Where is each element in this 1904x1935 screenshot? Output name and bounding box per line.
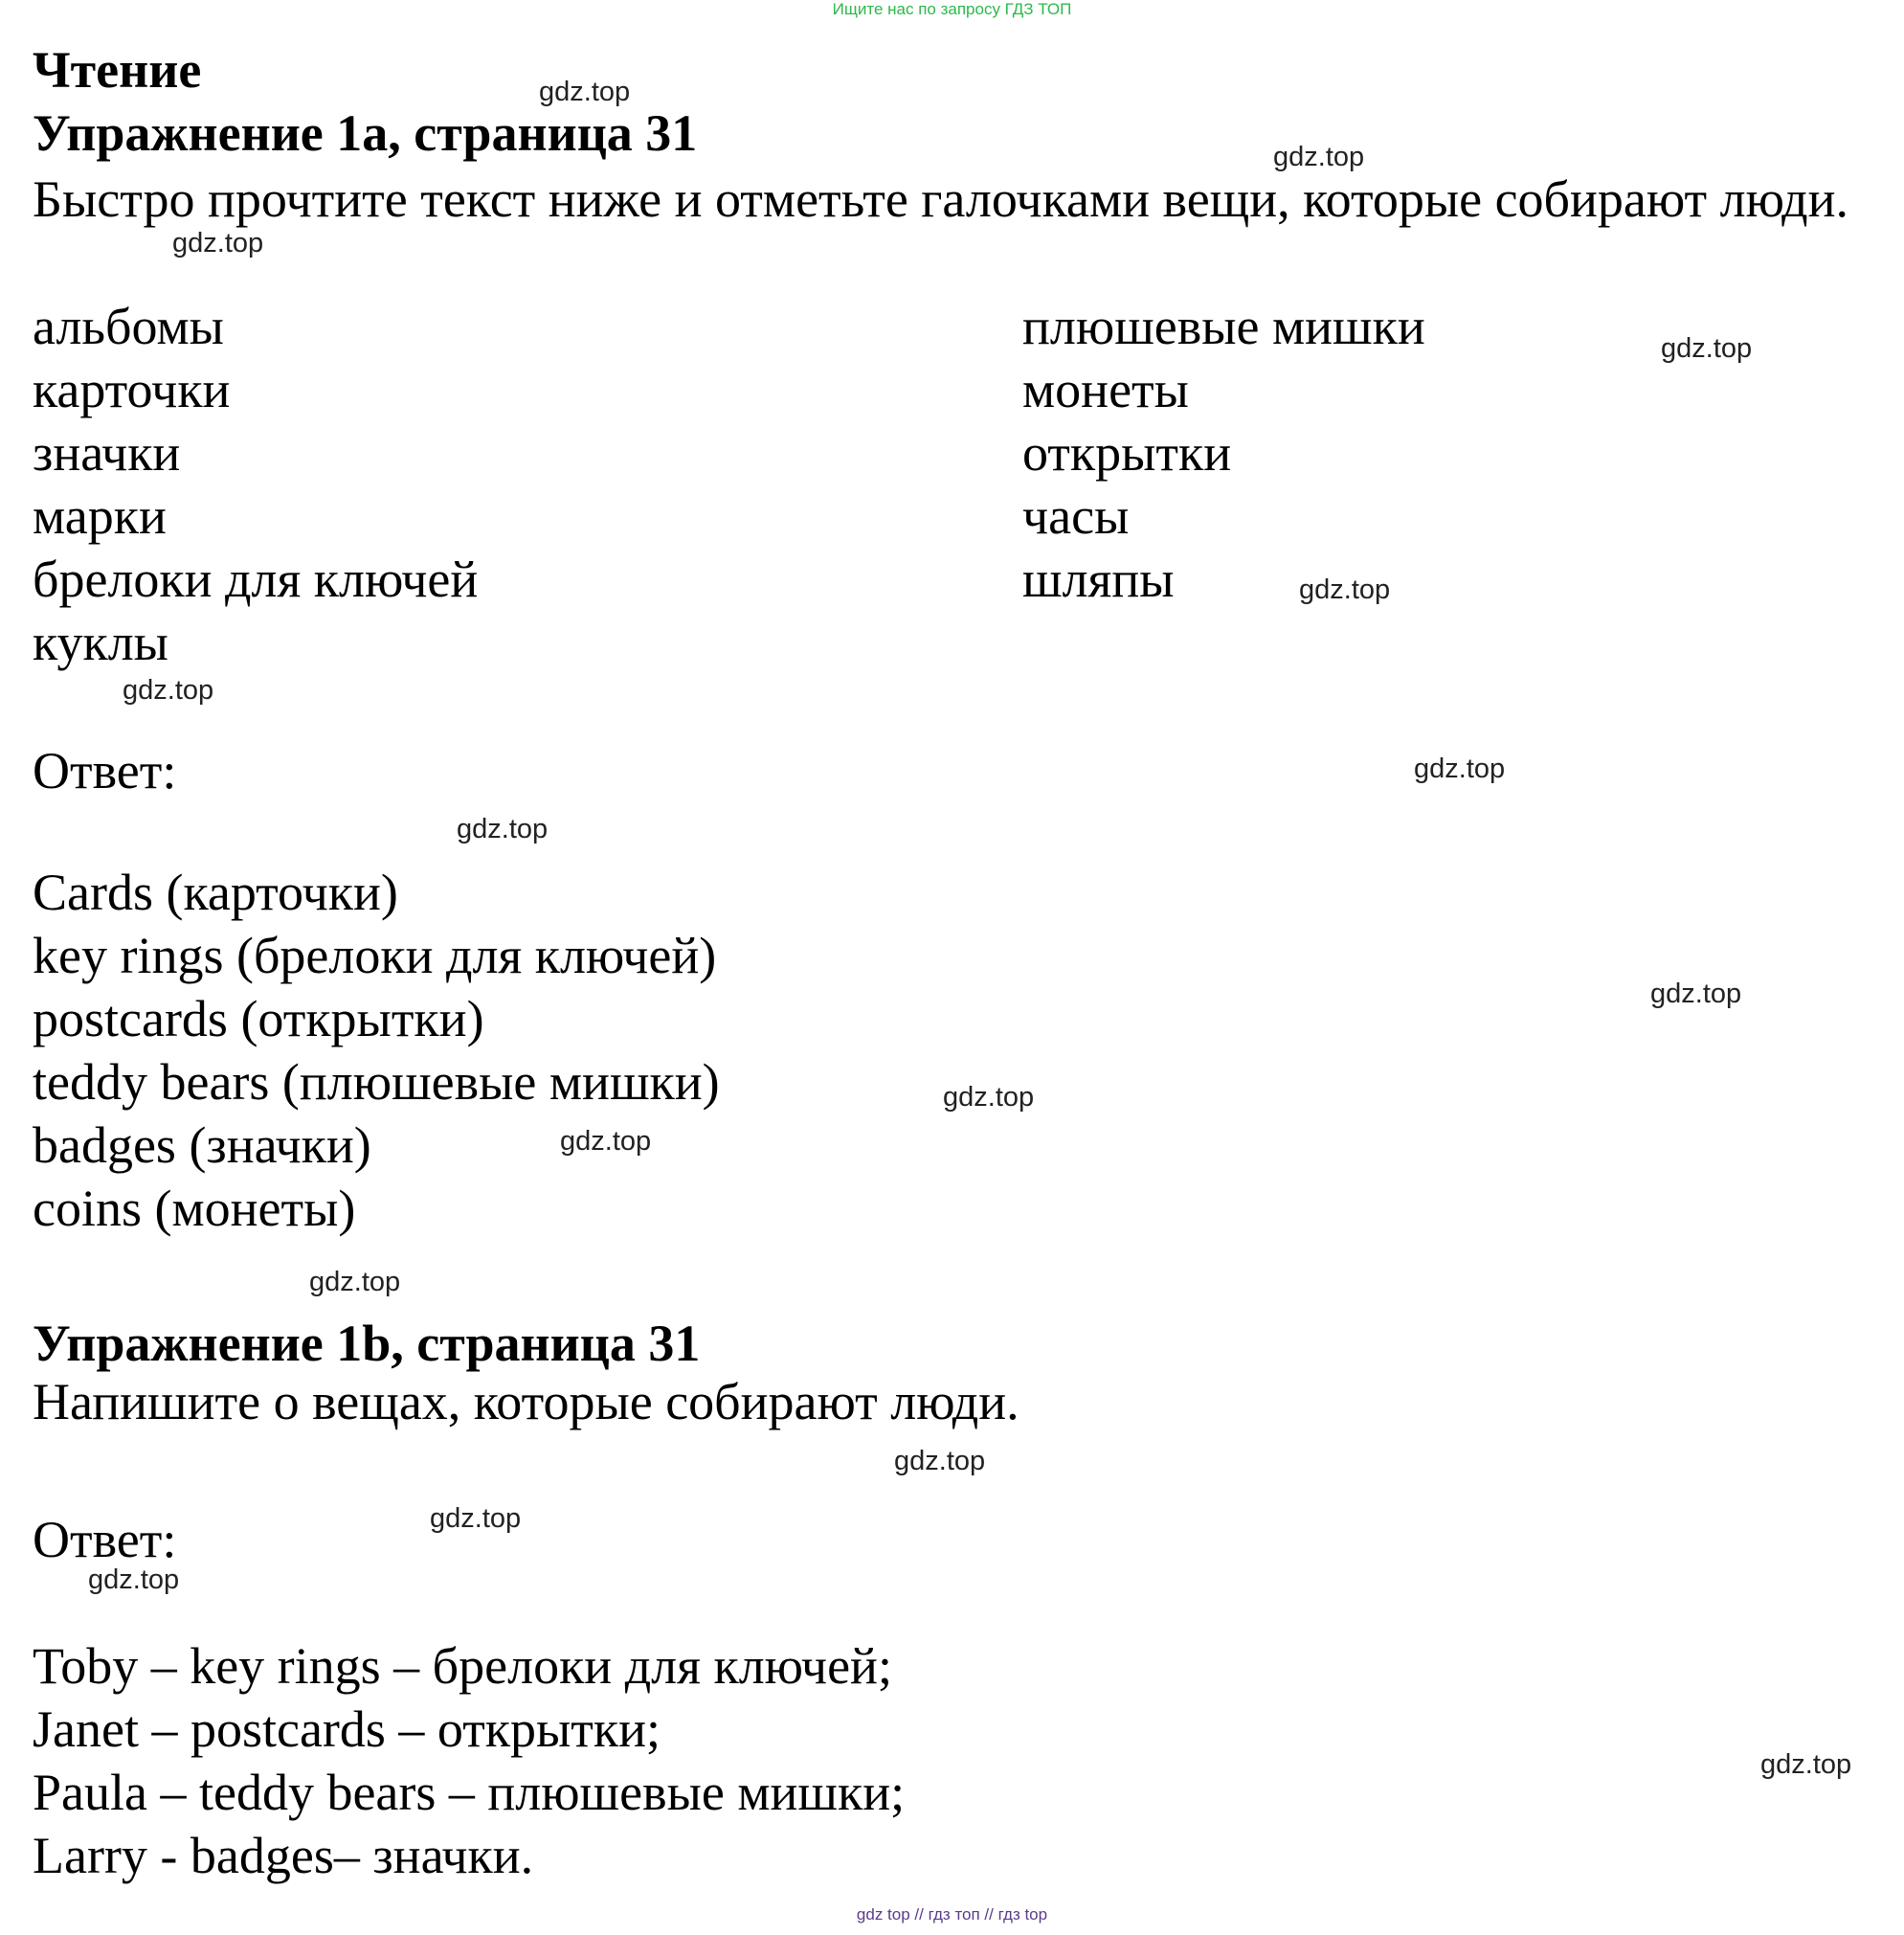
watermark: gdz.top: [539, 77, 631, 107]
exercise-1a-instruction: Быстро прочтите текст ниже и отметьте галочками вещи, которые собирают люди.: [33, 170, 1849, 228]
list-item: куклы: [33, 614, 168, 671]
answer-line: Paula – teddy bears – плюшевые мишки;: [33, 1764, 906, 1821]
list-item: брелоки для ключей: [33, 551, 479, 608]
list-item: марки: [33, 487, 167, 545]
watermark: gdz.top: [88, 1564, 180, 1595]
top-banner[interactable]: Ищите нас по запросу ГДЗ ТОП: [832, 0, 1072, 18]
watermark: gdz.top: [1299, 574, 1391, 605]
answer-line: Janet – postcards – открытки;: [33, 1700, 661, 1758]
answer-label-1a: Ответ:: [33, 742, 177, 799]
list-item: открытки: [1022, 424, 1232, 482]
watermark: gdz.top: [123, 675, 214, 706]
watermark: gdz.top: [457, 814, 549, 844]
answer-line: Cards (карточки): [33, 864, 398, 921]
watermark: gdz.top: [1273, 142, 1365, 172]
answer-line: postcards (открытки): [33, 990, 484, 1047]
list-item: карточки: [33, 361, 231, 418]
exercise-1b-title: Упражнение 1b, страница 31: [33, 1315, 701, 1372]
items-right-column: [1022, 295, 1425, 611]
watermark: gdz.top: [309, 1267, 401, 1297]
answer-line: teddy bears (плюшевые мишки): [33, 1053, 720, 1111]
answers-1a: [33, 861, 720, 1240]
watermark: gdz.top: [430, 1503, 522, 1534]
list-item: альбомы: [33, 298, 224, 355]
exercise-1b-instruction: Напишите о вещах, которые собирают люди.: [33, 1373, 1019, 1430]
watermark: gdz.top: [172, 228, 264, 259]
answer-label-1b: Ответ:: [33, 1511, 177, 1568]
section-title: Чтение: [33, 41, 202, 99]
watermark: gdz.top: [1650, 979, 1742, 1009]
watermark: gdz.top: [1661, 333, 1753, 364]
answer-line: badges (значки): [33, 1116, 371, 1174]
answer-line: Larry - badges– значки.: [33, 1827, 534, 1884]
watermark: gdz.top: [1760, 1749, 1852, 1780]
list-item: шляпы: [1022, 551, 1175, 608]
exercise-1a-title: Упражнение 1a, страница 31: [33, 104, 698, 162]
answers-1b: [33, 1634, 905, 1887]
watermark: gdz.top: [560, 1126, 652, 1157]
answer-line: key rings (брелоки для ключей): [33, 927, 717, 984]
watermark: gdz.top: [894, 1446, 986, 1476]
list-item: монеты: [1022, 361, 1189, 418]
answer-line: Toby – key rings – брелоки для ключей;: [33, 1637, 892, 1695]
list-item: значки: [33, 424, 181, 482]
watermark: gdz.top: [1414, 754, 1506, 784]
footer-links[interactable]: gdz top // гдз топ // гдз top: [856, 1905, 1048, 1924]
list-item: плюшевые мишки: [1022, 298, 1425, 355]
items-left-column: [33, 295, 478, 674]
watermark: gdz.top: [943, 1082, 1035, 1113]
list-item: часы: [1022, 487, 1130, 545]
answer-line: coins (монеты): [33, 1180, 356, 1237]
